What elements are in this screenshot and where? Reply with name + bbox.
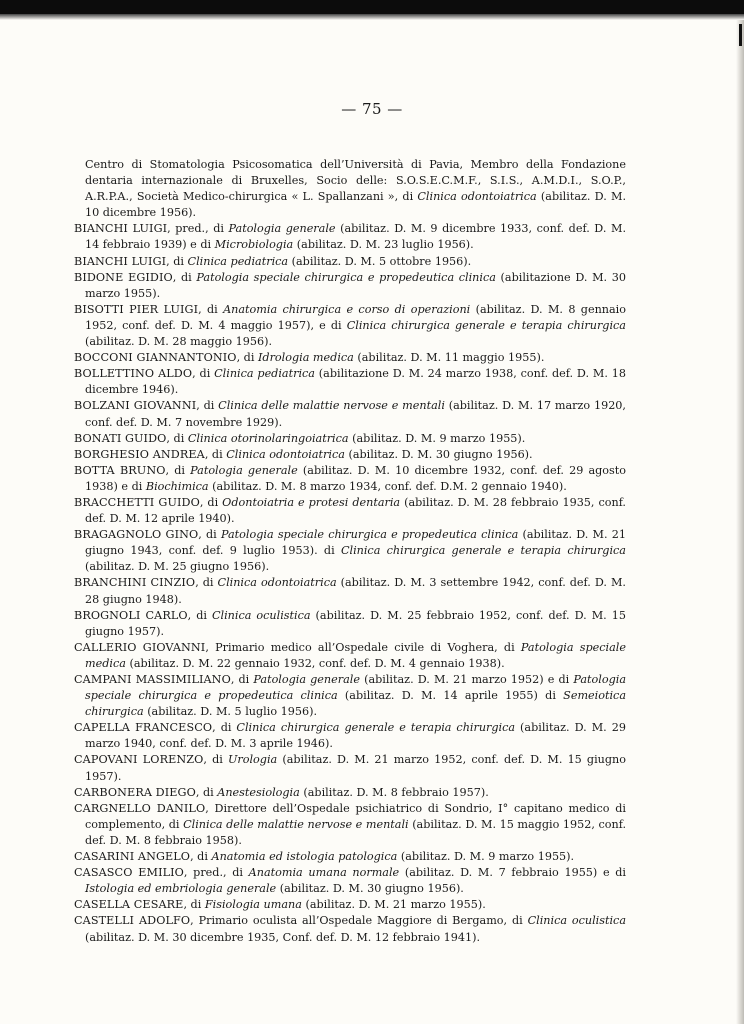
entry-text: (abilitaz. D. M. 9 marzo 1955). [348, 431, 526, 445]
entry [74, 801, 626, 849]
scan-edge-mark [739, 24, 742, 46]
entry [74, 527, 626, 575]
entry [74, 366, 626, 398]
entry-name: CASARINI ANGELO [74, 850, 191, 864]
entry-name: CARBONERA DIEGO [74, 785, 196, 799]
entry-text: , di [192, 367, 215, 381]
entry-text: , di [187, 608, 212, 622]
entry-name: BIDONE EGIDIO [74, 270, 173, 284]
entry-name: BOCCONI GIANNANTONIO [74, 351, 237, 365]
entry-text: , di [166, 254, 188, 268]
entry-text: (abilitaz. D. M. 8 febbraio 1957). [299, 785, 489, 799]
entry-text: , di [230, 673, 254, 686]
entry-specialty: Anatomia umana normale [248, 866, 400, 880]
entry [74, 350, 626, 366]
entry [74, 865, 626, 897]
entry [74, 431, 626, 447]
scan-top-border [0, 0, 744, 14]
entry-text: , di [199, 495, 223, 509]
entry-text: (abilitaz. D. M. 25 giugno 1956). [85, 560, 270, 574]
entry-text: (abilitaz. D. M. 8 marzo 1934, conf. def. D.M. 2 gennaio 1940). [208, 479, 567, 493]
scan-right-edge [736, 20, 744, 1024]
entry [74, 157, 626, 221]
entry-specialty: Clinica delle malattie nervose e mentali [183, 817, 409, 831]
entry-specialty: Clinica pediatrica [214, 367, 315, 381]
entry-specialty: Idrologia medica [257, 351, 354, 365]
entry-specialty: Patologia speciale chirurgica e propedeutica clinica [85, 673, 626, 703]
entry-name: BOLZANI GIOVANNI [74, 399, 197, 413]
entry-name: BRACCHETTI GUIDO [74, 495, 200, 509]
entry-text: (abilitazione D. M. 30 marzo 1955). [85, 270, 626, 300]
entry-specialty: Semeiotica chirurgica [85, 689, 626, 719]
entry-text: , di [196, 399, 219, 413]
entry-name: BISOTTI PIER LUIGI [74, 302, 199, 316]
entry-text: , pred., di [183, 866, 249, 880]
entry-text: , Direttore dell’Ospedale psichiatrico di Sondrio, I° capitano medico di complemento, di [85, 801, 627, 831]
entry-text: (abilitaz. D. M. 5 ottobre 1956). [288, 254, 472, 268]
entry-name: BRANCHINI CINZIO [74, 576, 196, 590]
entry-text: , di [195, 785, 218, 799]
entry-text: (abilitaz. D. M. 10 dicembre 1932, conf. def. 29 agosto 1938) e di [85, 463, 627, 493]
entry-text: (abilitaz. D. M. 9 dicembre 1933, conf. def. D. M. 14 febbraio 1939) e di [85, 222, 626, 252]
entry [74, 463, 626, 495]
entry-text: , di [198, 302, 224, 316]
entry-name: BORGHESIO ANDREA [74, 447, 205, 461]
entry-specialty: Patologia generale [190, 463, 298, 477]
entry-text: (abilitaz. D. M. 7 febbraio 1955) e di [399, 866, 627, 880]
scan-top-shadow [0, 14, 744, 20]
entry-text: , di [198, 528, 221, 542]
entry-specialty: Microbiologia [214, 238, 294, 252]
entry-name: CALLERIO GIOVANNI [74, 640, 206, 654]
entry-text: , di [212, 721, 237, 735]
entry-specialty: Patologia speciale chirurgica e propedeutica clinica [196, 270, 496, 284]
entry-text: , Primario medico all’Ospedale civile di Voghera, di [205, 640, 521, 654]
entry [74, 575, 626, 607]
entry-specialty: Patologia generale [228, 222, 336, 236]
entry [74, 221, 626, 253]
entry-text: (abilitaz. D. M. 28 febbraio 1935, conf. def. D. M. 12 aprile 1940). [85, 495, 626, 526]
entry-name: CARGNELLO DANILO [74, 801, 206, 815]
entry-name: BIANCHI LUIGI [74, 222, 168, 236]
entry [74, 447, 626, 463]
entry-text: (abilitaz. D. M. 28 maggio 1956). [85, 335, 273, 349]
entry-text: (abilitaz. D. M. 21 marzo 1952, conf. def. D. M. 15 giugno 1957). [85, 753, 626, 783]
entry-specialty: Fisiologia umana [204, 898, 302, 912]
entry-text: (abilitaz. D. M. 30 giugno 1956). [276, 882, 464, 896]
entry-specialty: Clinica odontoiatrica [417, 190, 537, 204]
entry-text: , di [183, 898, 205, 912]
entry [74, 608, 626, 640]
entry-specialty: Clinica chirurgica generale e terapia chirurgica [236, 721, 516, 735]
entry-text: , Primario oculista all’Ospedale Maggiore di Bergamo, di [190, 914, 528, 928]
entry-text: (abilitaz. D. M. 15 maggio 1952, conf. def. D. M. 8 febbraio 1958). [85, 817, 626, 847]
entry-specialty: Anatomia ed istologia patologica [211, 850, 398, 864]
entry-text: Centro di Stomatologia Psicosomatica dell’Università di Pavia, Membro della Fondazione dentaria internazionale di Bruxelles, Socio delle: S.O.S.E.C.M.F., S.I.S., A.M.D.I., S.O.P., A.R.P.A., Società Medico-chirurgica « L. Spallanzani », di [85, 158, 626, 204]
entry-specialty: Clinica chirurgica generale e terapia chirurgica [346, 318, 626, 332]
entry-name: BONATI GUIDO [74, 431, 167, 445]
entry [74, 785, 626, 801]
entry-text: (abilitaz. D. M. 25 febbraio 1952, conf. def. D. M. 15 giugno 1957). [85, 608, 626, 638]
page-number: — 75 — [341, 100, 403, 118]
entry-specialty: Patologia speciale medica [85, 640, 626, 670]
entry-text: (abilitaz. D. M. 14 aprile 1955) di [337, 689, 564, 703]
entry-text: (abilitaz. D. M. 30 dicembre 1935, Conf. def. D. M. 12 febbraio 1941). [85, 930, 481, 944]
entry-name: CAMPANI MASSIMILIANO [74, 673, 231, 686]
entry [74, 495, 626, 527]
entry-text: (abilitaz. D. M. 11 maggio 1955). [353, 351, 545, 365]
entry-name: CASASCO EMILIO [74, 866, 184, 880]
entry-name: BRAGAGNOLO GINO [74, 528, 199, 542]
entry-specialty: Clinica oculistica [211, 608, 311, 622]
entry-specialty: Anatomia chirurgica e corso di operazioni [223, 302, 471, 316]
entry [74, 270, 626, 302]
entry [74, 672, 626, 720]
entry-specialty: Patologia generale [253, 673, 360, 686]
entry [74, 254, 626, 270]
entry-text: , pred., di [167, 222, 229, 236]
entry-text: (abilitaz. D. M. 9 marzo 1955). [397, 850, 575, 864]
entry-text: (abilitaz. D. M. 22 gennaio 1932, conf. def. D. M. 4 gennaio 1938). [125, 656, 505, 670]
entry-text: , di [236, 351, 258, 365]
entry-text: (abilitaz. D. M. 10 dicembre 1956). [85, 190, 627, 220]
entries-list [74, 157, 626, 946]
entry-name: CASELLA CESARE [74, 898, 184, 912]
entry-text: (abilitaz. D. M. 30 giugno 1956). [344, 447, 533, 461]
entry [74, 913, 626, 945]
entry-specialty: Biochimica [145, 479, 209, 493]
entry-specialty: Istologia ed embriologia generale [85, 882, 277, 896]
entry [74, 398, 626, 430]
entry-specialty: Clinica odontoiatrica [217, 576, 337, 590]
entry-specialty: Patologia speciale chirurgica e propedeutica clinica [220, 528, 519, 542]
entry-text: , di [204, 447, 227, 461]
entry-name: CAPOVANI LORENZO [74, 753, 204, 767]
entry-text: (abilitaz. D. M. 21 marzo 1955). [301, 898, 486, 912]
entry-specialty: Clinica odontoiatrica [226, 447, 345, 461]
entry-text: (abilitaz. D. M. 3 settembre 1942, conf. def. D. M. 28 giugno 1948). [85, 576, 626, 606]
entry-text: (abilitaz. D. M. 8 gennaio 1952, conf. def. D. M. 4 maggio 1957), e di [85, 302, 626, 332]
entry-text: (abilitaz. D. M. 21 giugno 1943, conf. def. 9 luglio 1953). di [85, 528, 626, 558]
entry-specialty: Clinica chirurgica generale e terapia chirurgica [340, 544, 626, 558]
entry-text: (abilitazione D. M. 24 marzo 1938, conf. def. D. M. 18 dicembre 1946). [85, 367, 626, 397]
entry [74, 849, 626, 865]
entry-text: (abilitaz. D. M. 17 marzo 1920, conf. def. D. M. 7 novembre 1929). [85, 399, 626, 429]
entry-text: , di [203, 753, 228, 767]
entry-name: BIANCHI LUIGI [74, 254, 167, 268]
entry [74, 897, 626, 913]
entry-specialty: Clinica oculistica [527, 914, 626, 928]
entry-specialty: Anestesiologia [217, 785, 300, 799]
entry [74, 302, 626, 350]
entry-specialty: Clinica otorinolaringoiatrica [187, 431, 349, 445]
entry-text: , di [190, 850, 212, 864]
entry-text: , di [166, 431, 188, 445]
entry-text: (abilitaz. D. M. 21 marzo 1952) e di [359, 673, 574, 686]
entry [74, 640, 626, 672]
entry-specialty: Odontoiatria e protesi dentaria [222, 495, 401, 509]
entry [74, 752, 626, 784]
entry-name: BOLLETTINO ALDO [74, 367, 193, 381]
entry-name: BOTTA BRUNO [74, 463, 166, 477]
entry-specialty: Clinica pediatrica [187, 254, 289, 268]
entry-text: , di [172, 270, 197, 284]
entry-text: , di [165, 463, 191, 477]
entry-name: CAPELLA FRANCESCO [74, 721, 213, 735]
entry-name: BROGNOLI CARLO [74, 608, 188, 622]
entry-text: , di [195, 576, 218, 590]
entry-specialty: Urologia [227, 753, 278, 767]
entry [74, 720, 626, 752]
entry-text: (abilitaz. D. M. 23 luglio 1956). [293, 238, 474, 252]
entry-text: (abilitaz. D. M. 5 luglio 1956). [143, 705, 318, 719]
entry-name: CASTELLI ADOLFO [74, 914, 191, 928]
entry-specialty: Clinica delle malattie nervose e mentali [218, 399, 445, 413]
entry-text: (abilitaz. D. M. 29 marzo 1940, conf. def. D. M. 3 aprile 1946). [85, 721, 626, 751]
